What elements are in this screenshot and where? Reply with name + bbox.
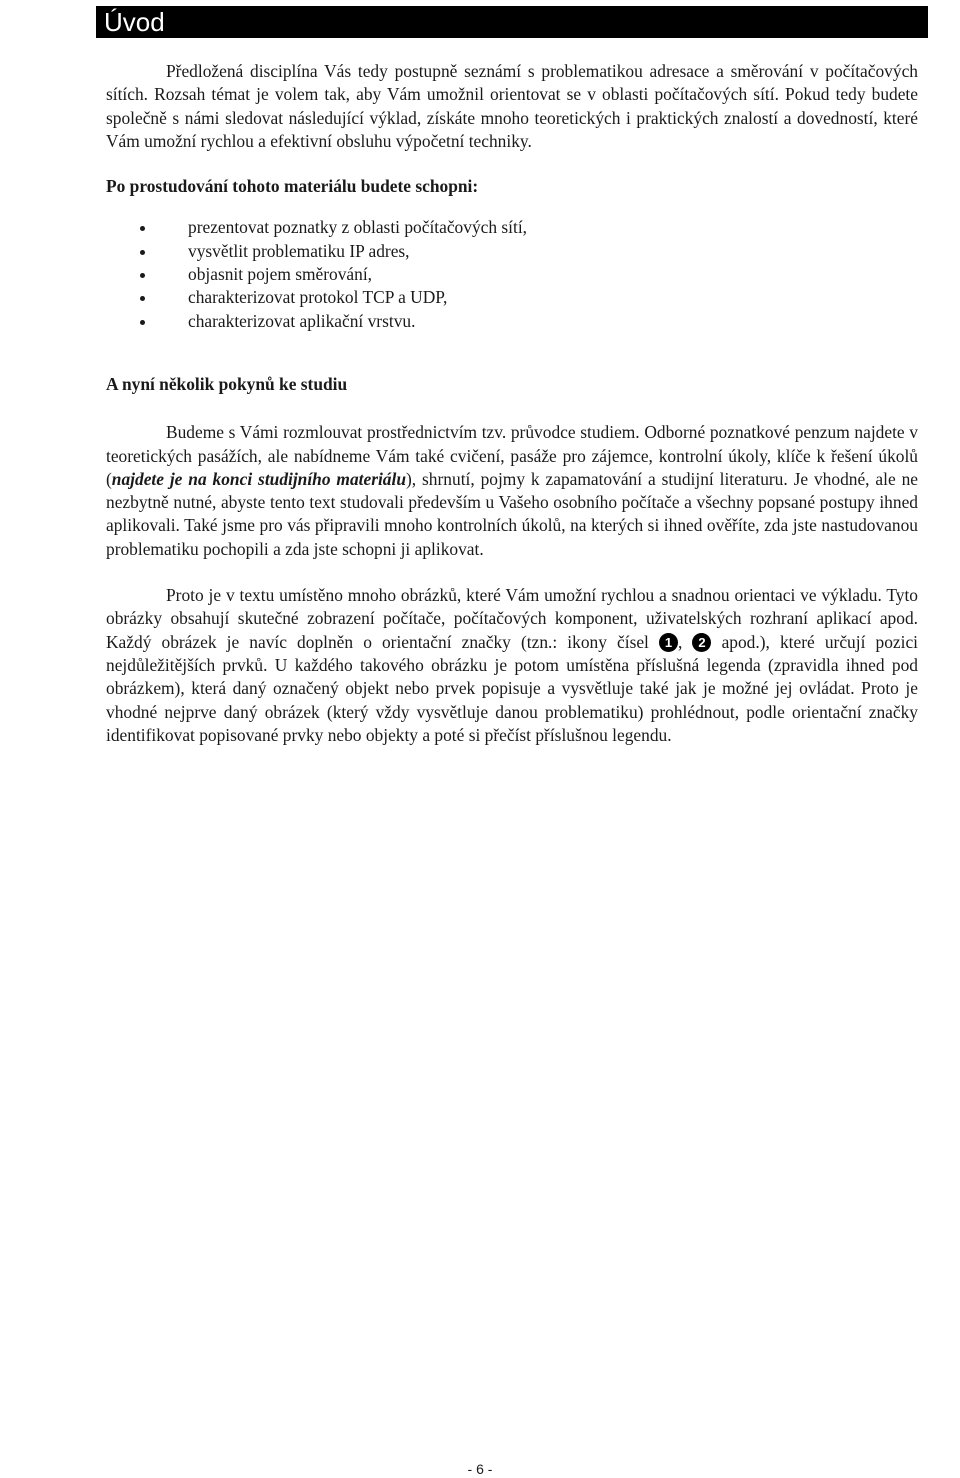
list-item-text: charakterizovat aplikační vrstvu. bbox=[188, 310, 416, 331]
number-one-marker-icon: 1 bbox=[659, 633, 678, 652]
learning-goals-list bbox=[106, 216, 918, 332]
learning-goals-heading: Po prostudování tohoto materiálu budete schopni: bbox=[106, 176, 479, 197]
paragraph-text: Budeme s Vámi rozmlouvat prostřednictvím tzv. průvodce studiem. Odborné poznatkové penzum najdete v teoretických pasážích, ale nabídneme Vám také cvičení, pasáže pro zájemce, kontrolní úkoly, klíče k řešení úkolů ( bbox=[106, 422, 918, 489]
intro-paragraph: Předložená disciplína Vás tedy postupně seznámí s problematikou adresace a směrování v počítačových sítích. Rozsah témat je volem tak, aby Vám umožnil orientovat se v oblasti počítačových sítí. Pokud tedy budete společně s námi sledovat následující výklad, získáte mnoho teoretických i praktických znalostí a dovedností, které Vám umožní rychlou a efektivní obsluhu výpočetní techniky. bbox=[106, 61, 918, 151]
study-instructions-heading: A nyní několik pokynů ke studiu bbox=[106, 373, 348, 394]
list-item bbox=[106, 216, 918, 239]
bullet-icon bbox=[140, 226, 145, 231]
bullet-icon bbox=[140, 296, 145, 301]
document-body bbox=[106, 60, 918, 747]
bullet-icon bbox=[140, 273, 145, 278]
list-item bbox=[106, 310, 918, 333]
list-item-text: vysvětlit problematiku IP adres, bbox=[188, 240, 410, 261]
list-item-text: charakterizovat protokol TCP a UDP, bbox=[188, 287, 448, 308]
emphasized-text: najdete je na konci studijního materiálu bbox=[111, 468, 407, 489]
list-item bbox=[106, 286, 918, 309]
section-title: Úvod bbox=[104, 7, 165, 37]
bullet-icon bbox=[140, 320, 145, 325]
study-guide-paragraph bbox=[106, 421, 918, 561]
bullet-icon bbox=[140, 250, 145, 255]
list-item bbox=[106, 263, 918, 286]
paragraph-text: ), shrnutí, pojmy k zapamatování a studijní literaturu. Je vhodné, ale ne nezbytně nutné, abyste tento text studovali především u Vašeho osobního počítače a všechny popsané postupy ihned aplikovali. Také jsme pro vás připravili mnoho kontrolních úkolů, na kterých si ihned ověříte, zda jste nastudovanou problematiku pochopili a zda jste schopni ji aplikovat. bbox=[106, 468, 918, 559]
number-two-marker-icon: 2 bbox=[692, 633, 711, 652]
page-number: - 6 - bbox=[467, 1461, 493, 1477]
list-item-text: prezentovat poznatky z oblasti počítačových sítí, bbox=[188, 217, 528, 238]
list-item bbox=[106, 240, 918, 263]
list-item-text: objasnit pojem směrování, bbox=[188, 264, 373, 285]
section-heading-bar bbox=[96, 6, 928, 38]
paragraph-text: Proto je v textu umístěno mnoho obrázků, které Vám umožní rychlou a snadnou orientaci ve výkladu. Tyto obrázky obsahují skutečné zobrazení počítače, počítačových komponent, uživatelských rozhraní aplikací apod. Každý obrázek je navíc doplněn o orientační značky (tzn.: ikony čísel bbox=[106, 585, 918, 652]
paragraph-text: , bbox=[678, 631, 693, 652]
figures-paragraph bbox=[106, 584, 918, 747]
paragraph-text: apod.), které určují pozici nejdůležitějších prvků. U každého takového obrázku je potom umístěna příslušná legenda (zpravidla ihned pod obrázkem), která daný označený objekt nebo prvek popisuje a vysvětluje také jak je možné jej ovládat. Proto je vhodné nejprve daný obrázek (který vždy vysvětluje danou problematiku) prohlédnout, podle orientační značky identifikovat popisované prvky nebo objekty a poté si přečíst příslušnou legendu. bbox=[106, 631, 918, 745]
